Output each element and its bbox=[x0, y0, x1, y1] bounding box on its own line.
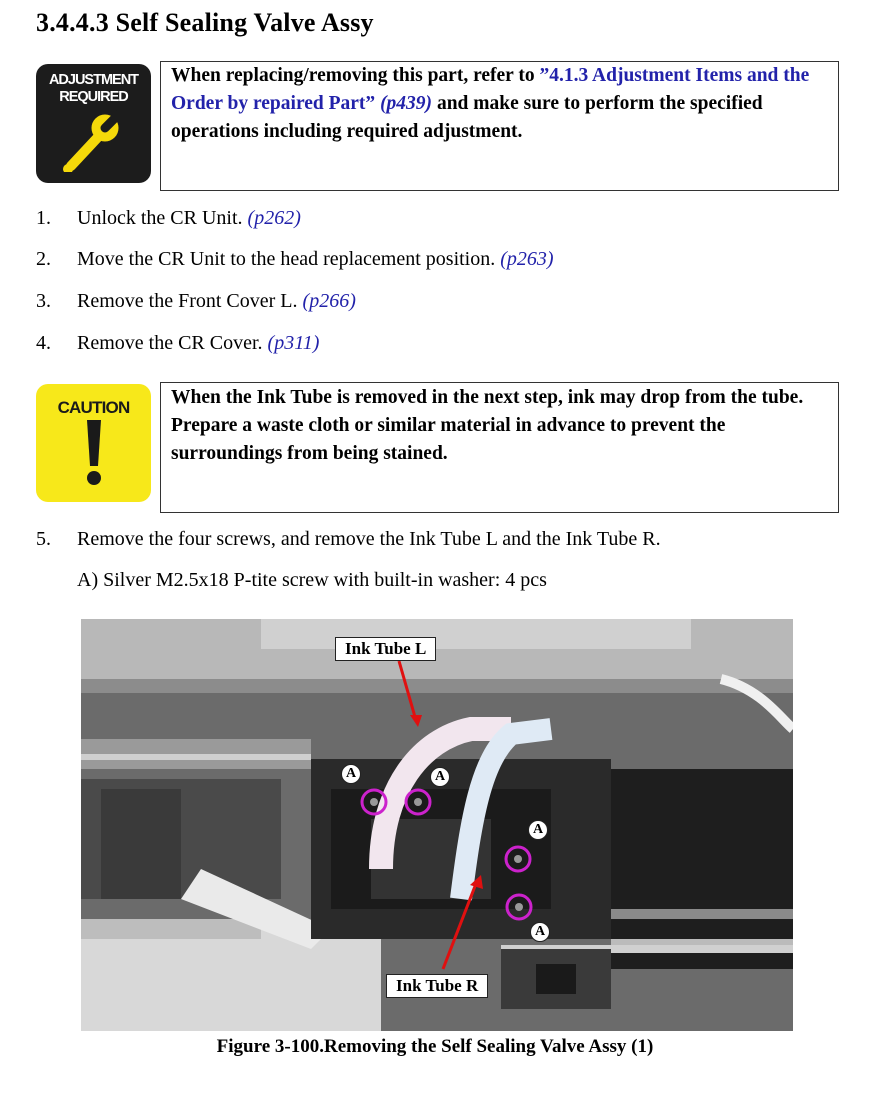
step-item bbox=[36, 247, 554, 271]
figure-photo bbox=[81, 619, 793, 1031]
step-number: 4. bbox=[36, 332, 51, 354]
step-page-ref[interactable]: (p262) bbox=[247, 207, 301, 229]
page-ref-link[interactable]: (p439) bbox=[380, 93, 433, 114]
step-number: 1. bbox=[36, 207, 51, 229]
step-number: 3. bbox=[36, 290, 51, 312]
substep-text: A) Silver M2.5x18 P-tite screw with built-in washer: 4 pcs bbox=[77, 569, 547, 591]
badge-line1: ADJUSTMENT bbox=[48, 72, 139, 88]
step-page-ref[interactable]: (p311) bbox=[267, 332, 320, 354]
screw-marker: A bbox=[528, 820, 548, 840]
adjustment-items-link[interactable]: ”4.1.3 Adjustment Items and the Order by repaired Part” bbox=[171, 65, 810, 114]
step-item bbox=[36, 331, 319, 355]
callout-ink-tube-l: Ink Tube L bbox=[335, 637, 436, 661]
step-item bbox=[36, 206, 301, 230]
adjustment-notice-text bbox=[160, 61, 839, 191]
wrench-icon bbox=[59, 108, 129, 172]
adjustment-required-badge bbox=[36, 64, 151, 183]
step-number: 5. bbox=[36, 528, 51, 550]
badge-line2: REQUIRED bbox=[59, 89, 128, 105]
callout-ink-tube-r: Ink Tube R bbox=[386, 974, 488, 998]
screw-marker: A bbox=[530, 922, 550, 942]
step-page-ref[interactable]: (p263) bbox=[500, 248, 554, 270]
exclamation-icon bbox=[79, 418, 109, 488]
step-text: Move the CR Unit to the head replacement position. bbox=[77, 248, 501, 270]
step-text: Unlock the CR Unit. bbox=[77, 207, 248, 229]
step-page-ref[interactable]: (p266) bbox=[302, 290, 356, 312]
caution-badge bbox=[36, 384, 151, 502]
printer-illustration bbox=[81, 619, 793, 1031]
figure-caption: Figure 3-100.Removing the Self Sealing Valve Assy (1) bbox=[216, 1036, 654, 1057]
screw-marker: A bbox=[341, 764, 361, 784]
section-heading: 3.4.4.3 Self Sealing Valve Assy bbox=[36, 8, 374, 37]
notice-text-end: and make sure to perform the specified operations including required adjustment. bbox=[171, 93, 763, 142]
step-text: Remove the four screws, and remove the Ink Tube L and the Ink Tube R. bbox=[77, 528, 661, 550]
step-text: Remove the CR Cover. bbox=[77, 332, 268, 354]
step-item bbox=[36, 527, 661, 551]
step-item bbox=[36, 289, 356, 313]
step-number: 2. bbox=[36, 248, 51, 270]
notice-text-start: When replacing/removing this part, refer to bbox=[171, 65, 540, 86]
screw-marker: A bbox=[430, 767, 450, 787]
caution-label: CAUTION bbox=[57, 398, 130, 417]
caution-notice-text: When the Ink Tube is removed in the next step, ink may drop from the tube. Prepare a waste cloth or similar material in advance to prevent the surroundings from being stained. bbox=[160, 382, 839, 513]
step-text: Remove the Front Cover L. bbox=[77, 290, 303, 312]
